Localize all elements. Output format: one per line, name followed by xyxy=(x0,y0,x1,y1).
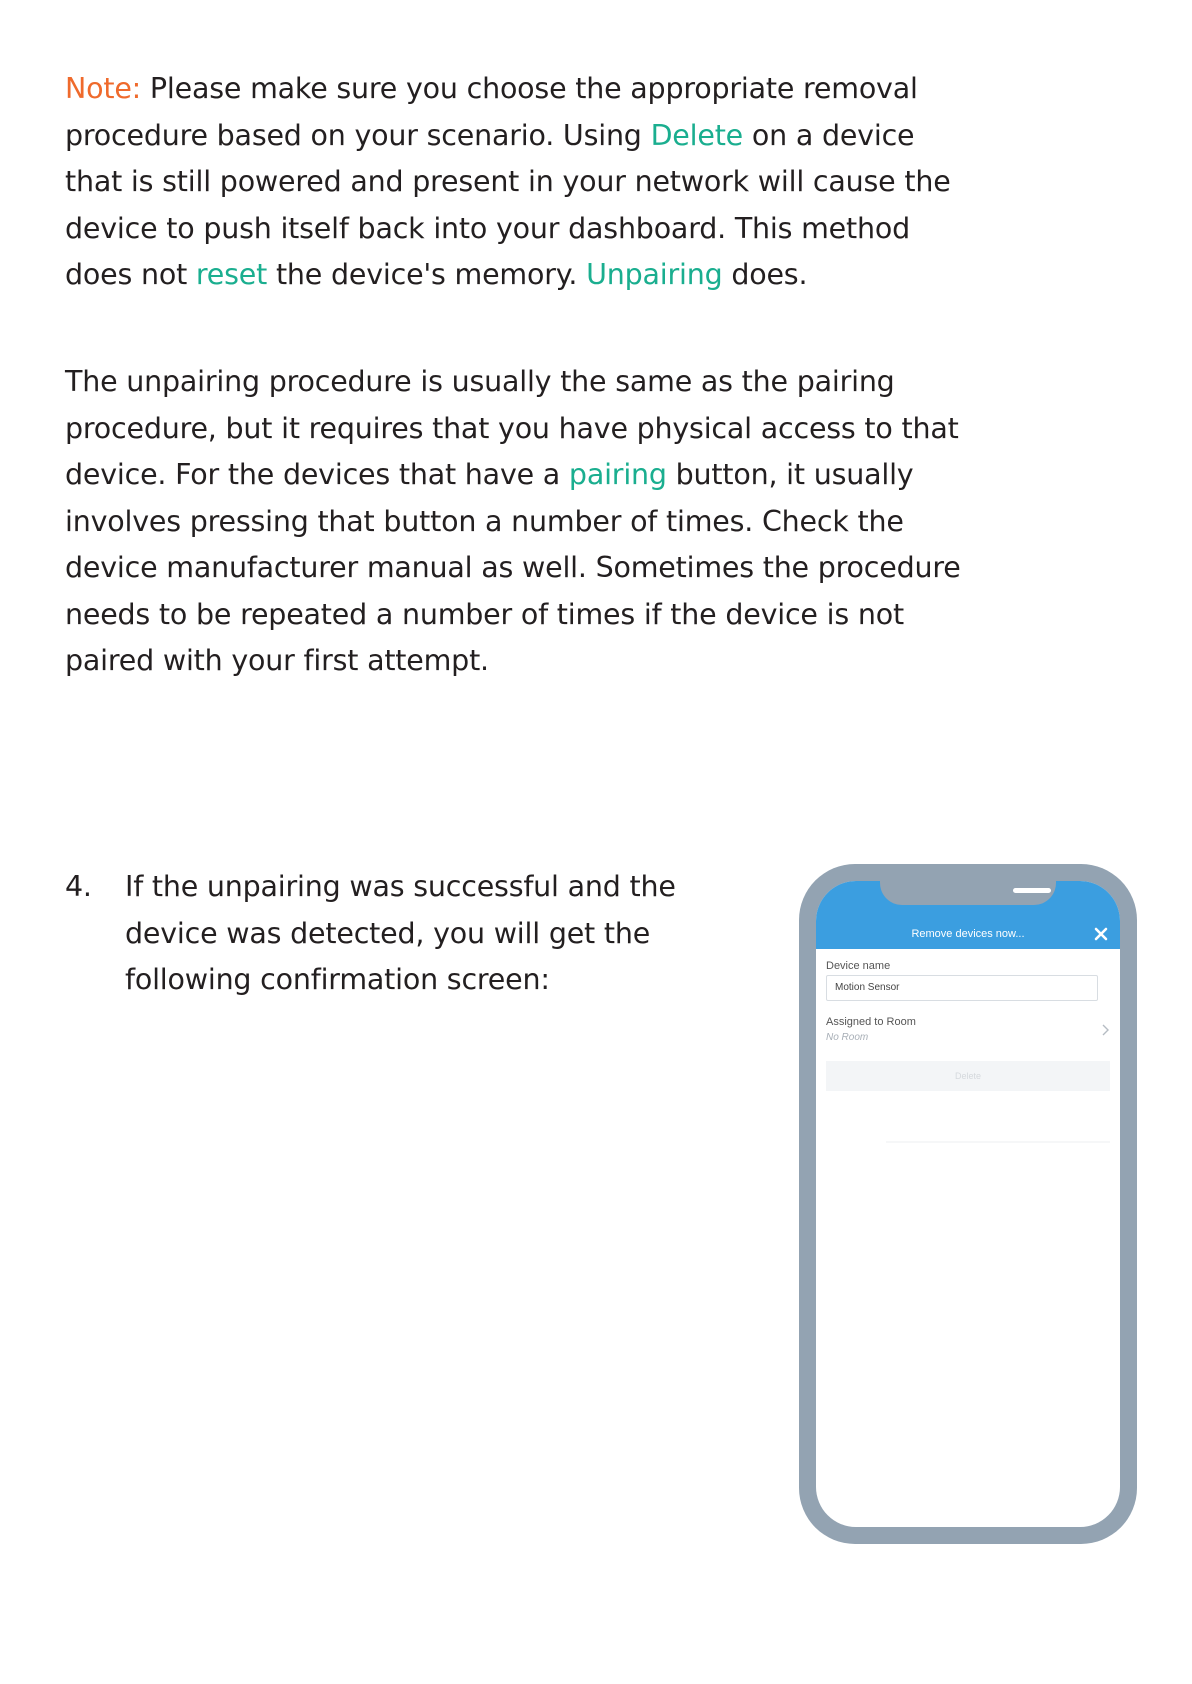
device-name-label: Device name xyxy=(826,960,891,972)
device-name-input[interactable]: Motion Sensor xyxy=(826,975,1098,1001)
unpairing-paragraph xyxy=(65,359,965,685)
unpairing-term: Unpairing xyxy=(586,258,723,291)
pairing-term: pairing xyxy=(568,458,667,491)
note-text-3: the device's memory. xyxy=(267,258,587,291)
assigned-room-row[interactable] xyxy=(826,1016,1110,1050)
note-text-2: on a device that is still powered and present in your network will cause the device to push itself back into your dashboard. This method does not xyxy=(65,118,951,291)
note-text-4: does. xyxy=(722,258,808,291)
unpairing-text-2: button, it usually involves pressing that button a number of times. Check the device manufacturer manual as well. Sometimes the procedure needs to be repeated a number of times if the device is not paired with your first attempt. xyxy=(65,458,961,677)
close-icon[interactable] xyxy=(1090,923,1112,945)
delete-button[interactable]: Delete xyxy=(826,1061,1110,1091)
chevron-right-icon xyxy=(1100,1022,1110,1036)
note-label: Note: xyxy=(65,72,142,105)
note-paragraph xyxy=(65,66,965,299)
room-label: Assigned to Room xyxy=(826,1016,916,1028)
app-header xyxy=(816,881,1120,949)
divider xyxy=(886,1141,1110,1143)
delete-term: Delete xyxy=(650,118,744,152)
reset-term: reset xyxy=(195,258,268,291)
step-text: If the unpairing was successful and the device was detected, you will get the following confirmation screen: xyxy=(125,870,676,996)
phone-notch xyxy=(880,881,1056,905)
step-number: 4. xyxy=(65,870,92,903)
room-value: No Room xyxy=(826,1032,869,1043)
unpairing-text-1: The unpairing procedure is usually the same as the pairing procedure, but it requires that you have physical access to that device. For the devices that have a xyxy=(65,365,959,491)
header-title: Remove devices now... xyxy=(911,928,1025,940)
phone-screen xyxy=(816,881,1120,1527)
speaker-icon xyxy=(1013,888,1051,893)
phone-mockup xyxy=(799,864,1137,1544)
note-text-1: Please make sure you choose the appropriate removal procedure based on your scenario. Using xyxy=(65,72,918,152)
